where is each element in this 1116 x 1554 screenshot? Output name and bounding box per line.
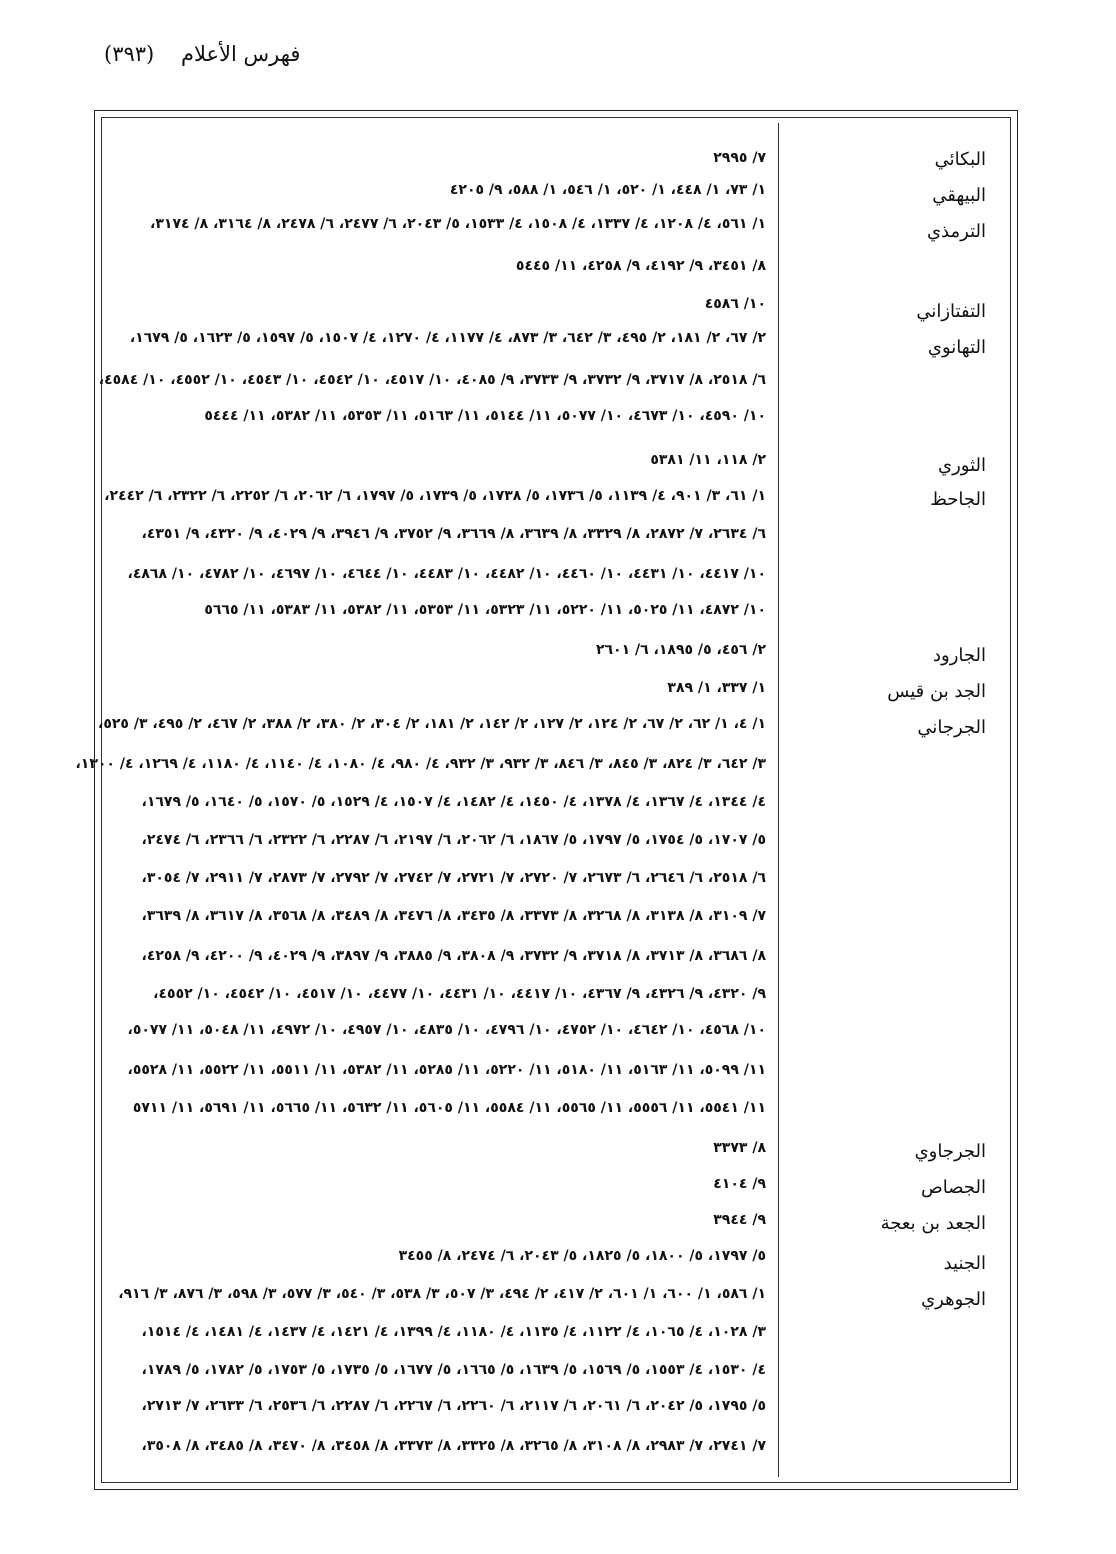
entry-reference-line: ١/ ٦١، ٣/ ٩٠١، ٤/ ١١٣٩، ٥/ ١٧٣٦، ٥/ ١٧٣٨، ٥/ ١٧٣٩، ٥/ ١٧٩٧، ٦/ ٢٠٦٢، ٦/ ٢٢٥٢، ٦/ ٢٣٢٢، ٦/ ٢٤٤٢، bbox=[104, 488, 766, 504]
entry-name: الترمذي bbox=[926, 221, 986, 242]
entry-reference-line: ٥/ ١٧٩٥، ٥/ ٢٠٤٢، ٦/ ٢٠٦١، ٦/ ٢١١٧، ٦/ ٢٢٦٠، ٦/ ٢٢٦٧، ٦/ ٢٢٨٧، ٦/ ٢٥٣٦، ٦/ ٢٦٣٣، ٧/ ٢٧١٣، bbox=[141, 1398, 766, 1414]
entry-reference-line: ٩/ ٤١٠٤ bbox=[713, 1176, 766, 1192]
entry-reference-line: ٧/ ٣١٠٩، ٨/ ٣١٣٨، ٨/ ٣٢٦٨، ٨/ ٣٣٧٣، ٨/ ٣٤٣٥، ٨/ ٣٤٧٦، ٨/ ٣٤٨٩، ٨/ ٣٥٦٨، ٨/ ٣٦١٧، ٨/ ٣٦٣٩، bbox=[141, 908, 766, 924]
entry-reference-line: ٤/ ١٥٣٠، ٤/ ١٥٥٣، ٥/ ١٥٦٩، ٥/ ١٦٣٩، ٥/ ١٦٦٥، ٥/ ١٦٧٧، ٥/ ١٧٣٥، ٥/ ١٧٥٣، ٥/ ١٧٨٢، ٥/ ١٧٨٩، bbox=[141, 1362, 766, 1378]
entry-reference-line: ١٠/ ٤٨٧٢، ١١/ ٥٠٢٥، ١١/ ٥٢٢٠، ١١/ ٥٣٢٣، ١١/ ٥٣٥٣، ١١/ ٥٣٨٢، ١١/ ٥٣٨٣، ١١/ ٥٦٦٥ bbox=[204, 602, 766, 618]
header-title: فهرس الأعلام bbox=[180, 42, 301, 66]
entry-reference-line: ٨/ ٣٣٧٣ bbox=[713, 1140, 766, 1156]
entry-name: الجاحظ bbox=[930, 489, 986, 510]
entry-reference-line: ٢/ ٤٥٦، ٥/ ١٨٩٥، ٦/ ٢٦٠١ bbox=[595, 642, 766, 658]
entry-reference-line: ٤/ ١٣٤٤، ٤/ ١٣٦٧، ٤/ ١٣٧٨، ٤/ ١٤٥٠، ٤/ ١٤٨٢، ٤/ ١٥٠٧، ٤/ ١٥٢٩، ٥/ ١٥٧٠، ٥/ ١٦٤٠، ٥/ ١٦٧٩، bbox=[141, 794, 766, 810]
entry-reference-line: ٦/ ٢٦٣٤، ٧/ ٢٨٧٢، ٨/ ٣٣٢٩، ٨/ ٣٦٣٩، ٨/ ٣٦٦٩، ٩/ ٣٧٥٢، ٩/ ٣٩٤٦، ٩/ ٤٠٢٩، ٩/ ٤٣٢٠، ٩/ ٤٣٥١، bbox=[141, 526, 766, 542]
entry-name: التفتازاني bbox=[916, 301, 986, 322]
entry-reference-line: ٥/ ١٧٩٧، ٥/ ١٨٠٠، ٥/ ١٨٢٥، ٥/ ٢٠٤٣، ٦/ ٢٤٧٤، ٨/ ٣٤٥٥ bbox=[398, 1248, 766, 1264]
entry-reference-line: ١/ ٥٨٦، ١/ ٦٠٠، ١/ ٦٠١، ٢/ ٤١٧، ٢/ ٤٩٤، ٣/ ٥٠٧، ٣/ ٥٣٨، ٣/ ٥٤٠، ٣/ ٥٧٧، ٣/ ٥٩٨، ٣/ ٨٧٦، ٣/ ٩١٦، bbox=[118, 1286, 766, 1302]
entry-name: الجنيد bbox=[943, 1253, 986, 1274]
entry-reference-line: ١٠/ ٤٥٩٠، ١٠/ ٤٦٧٣، ١٠/ ٥٠٧٧، ١١/ ٥١٤٤، ١١/ ٥١٦٣، ١١/ ٥٣٥٣، ١١/ ٥٣٨٢، ١١/ ٥٤٤٤ bbox=[204, 408, 766, 424]
entry-name: الجعد بن بعجة bbox=[880, 1213, 986, 1234]
entry-reference-line: ٩/ ٤٣٢٠، ٩/ ٤٣٢٦، ٩/ ٤٣٦٧، ١٠/ ٤٤١٧، ١٠/ ٤٤٣١، ١٠/ ٤٤٧٧، ١٠/ ٤٥١٧، ١٠/ ٤٥٤٢، ١٠/ ٤٥٥٢، bbox=[153, 986, 766, 1002]
entry-name: الجد بن قيس bbox=[887, 681, 986, 702]
entry-name: الجرجاوي bbox=[914, 1141, 986, 1162]
entry-reference-line: ٨/ ٣٦٨٦، ٨/ ٣٧١٣، ٨/ ٣٧١٨، ٩/ ٣٧٣٢، ٩/ ٣٨٠٨، ٩/ ٣٨٨٥، ٩/ ٣٨٩٧، ٩/ ٤٠٢٩، ٩/ ٤٢٠٠، ٩/ ٤٢٥٨، bbox=[141, 948, 766, 964]
entry-name: البيهقي bbox=[932, 185, 986, 206]
entry-name: الجرجاني bbox=[917, 717, 986, 738]
entry-reference-line: ٦/ ٢٥١٨، ٦/ ٢٦٤٦، ٦/ ٢٦٧٣، ٧/ ٢٧٢٠، ٧/ ٢٧٢١، ٧/ ٢٧٤٢، ٧/ ٢٧٩٢، ٧/ ٢٨٧٣، ٧/ ٢٩١١، ٧/ ٣٠٥٤، bbox=[141, 870, 766, 886]
entry-reference-line: ٩/ ٣٩٤٤ bbox=[713, 1212, 766, 1228]
entry-reference-line: ٣/ ٦٤٢، ٣/ ٨٢٤، ٣/ ٨٤٥، ٣/ ٨٤٦، ٣/ ٩٣٢، ٣/ ٩٣٢، ٤/ ٩٨٠، ٤/ ١٠٨٠، ٤/ ١١٤٠، ٤/ ١١٨٠، ٤/ ١٢٦٩، ٤/ ١٣٠٠، bbox=[75, 756, 766, 772]
entry-reference-line: ١٠/ ٤٥٦٨، ١٠/ ٤٦٤٢، ١٠/ ٤٧٥٢، ١٠/ ٤٧٩٦، ١٠/ ٤٨٣٥، ١٠/ ٤٩٥٧، ١٠/ ٤٩٧٢، ١١/ ٥٠٤٨، ١١/ ٥٠٧٧، bbox=[127, 1022, 766, 1038]
entry-reference-line: ٨/ ٣٤٥١، ٩/ ٤١٩٢، ٩/ ٤٢٥٨، ١١/ ٥٤٤٥ bbox=[515, 258, 766, 274]
entry-reference-line: ١/ ٤، ١/ ٦٢، ٢/ ٦٧، ٢/ ١٢٤، ٢/ ١٢٧، ٢/ ١٤٢، ٢/ ١٨١، ٢/ ٣٠٤، ٢/ ٣٨٠، ٢/ ٣٨٨، ٢/ ٤٦٧، ٢/ ٤٩٥، ٣/ ٥٢٥، bbox=[97, 716, 766, 732]
entry-reference-line: ٢/ ٦٧، ٢/ ١٨١، ٢/ ٤٩٥، ٣/ ٦٤٢، ٣/ ٨٧٣، ٤/ ١١٧٧، ٤/ ١٢٧٠، ٤/ ١٥٠٧، ٥/ ١٥٩٧، ٥/ ١٦٢٣، ٥/ ١٦٧٩، bbox=[129, 330, 766, 346]
page-number: (٣٩٣) bbox=[104, 42, 155, 66]
entry-reference-line: ٣/ ١٠٢٨، ٤/ ١٠٦٥، ٤/ ١١٢٢، ٤/ ١١٣٥، ٤/ ١١٨٠، ٤/ ١٣٩٩، ٤/ ١٤٢١، ٤/ ١٤٣٧، ٤/ ١٤٨١، ٤/ ١٥١٤، bbox=[141, 1324, 766, 1340]
entry-name: الجارود bbox=[933, 645, 986, 666]
entry-reference-line: ١٠/ ٤٤١٧، ١٠/ ٤٤٣١، ١٠/ ٤٤٦٠، ١٠/ ٤٤٨٢، ١٠/ ٤٤٨٣، ١٠/ ٤٦٤٤، ١٠/ ٤٦٩٧، ١٠/ ٤٧٨٢، ١٠/ ٤٨٦٨، bbox=[127, 566, 766, 582]
entry-name: التهانوي bbox=[927, 337, 986, 358]
entry-name: الثوري bbox=[938, 455, 986, 476]
entry-reference-line: ٢/ ١١٨، ١١/ ٥٣٨١ bbox=[650, 452, 766, 468]
entry-reference-line: ١/ ٥٦١، ٤/ ١٢٠٨، ٤/ ١٣٣٧، ٤/ ١٥٠٨، ٤/ ١٥٣٣، ٥/ ٢٠٤٣، ٦/ ٢٤٧٧، ٦/ ٢٤٧٨، ٨/ ٣١٦٤، ٨/ ٣١٧٤، bbox=[150, 216, 766, 232]
entry-reference-line: ٧/ ٢٧٤١، ٧/ ٢٩٨٣، ٨/ ٣١٠٨، ٨/ ٣٢٦٥، ٨/ ٣٣٢٥، ٨/ ٣٣٧٣، ٨/ ٣٤٥٨، ٨/ ٣٤٧٠، ٨/ ٣٤٨٥، ٨/ ٣٥٠٨، bbox=[141, 1438, 766, 1454]
entry-reference-line: ١١/ ٥٠٩٩، ١١/ ٥١٦٣، ١١/ ٥١٨٠، ١١/ ٥٢٢٠، ١١/ ٥٢٨٥، ١١/ ٥٣٨٢، ١١/ ٥٥١١، ١١/ ٥٥٢٢، ١١/ ٥٥٢٨، bbox=[127, 1062, 766, 1078]
entry-reference-line: ٦/ ٢٥١٨، ٨/ ٣٧١٧، ٩/ ٣٧٣٢، ٩/ ٣٧٣٣، ٩/ ٤٠٨٥، ١٠/ ٤٥١٧، ١٠/ ٤٥٤٢، ١٠/ ٤٥٤٣، ١٠/ ٤٥٥٢، ١٠/ ٤٥٨٤، bbox=[98, 372, 766, 388]
entry-reference-line: ٥/ ١٧٠٧، ٥/ ١٧٥٤، ٥/ ١٧٩٧، ٥/ ١٨٦٧، ٦/ ٢٠٦٢، ٦/ ٢١٩٧، ٦/ ٢٢٨٧، ٦/ ٢٣٢٢، ٦/ ٢٣٦٦، ٦/ ٢٤٧٤، bbox=[141, 832, 766, 848]
entry-name: الجصاص bbox=[921, 1177, 986, 1198]
entry-reference-line: ٧/ ٢٩٩٥ bbox=[713, 150, 766, 166]
entry-name: الجوهري bbox=[921, 1289, 986, 1310]
entry-name: البكائي bbox=[934, 149, 986, 170]
page-header bbox=[104, 42, 300, 66]
entry-reference-line: ١٠/ ٤٥٨٦ bbox=[704, 296, 766, 312]
entry-reference-line: ١/ ٧٣، ١/ ٤٤٨، ١/ ٥٢٠، ١/ ٥٤٦، ١/ ٥٨٨، ٩/ ٤٢٠٥ bbox=[449, 182, 766, 198]
entry-reference-line: ١/ ٣٣٧، ١/ ٣٨٩ bbox=[667, 680, 766, 696]
column-divider bbox=[778, 123, 779, 1477]
entry-reference-line: ١١/ ٥٥٤١، ١١/ ٥٥٥٦، ١١/ ٥٥٦٥، ١١/ ٥٥٨٤، ١١/ ٥٦٠٥، ١١/ ٥٦٣٢، ١١/ ٥٦٦٥، ١١/ ٥٦٩١، ١١/ ٥٧١١ bbox=[132, 1100, 766, 1116]
